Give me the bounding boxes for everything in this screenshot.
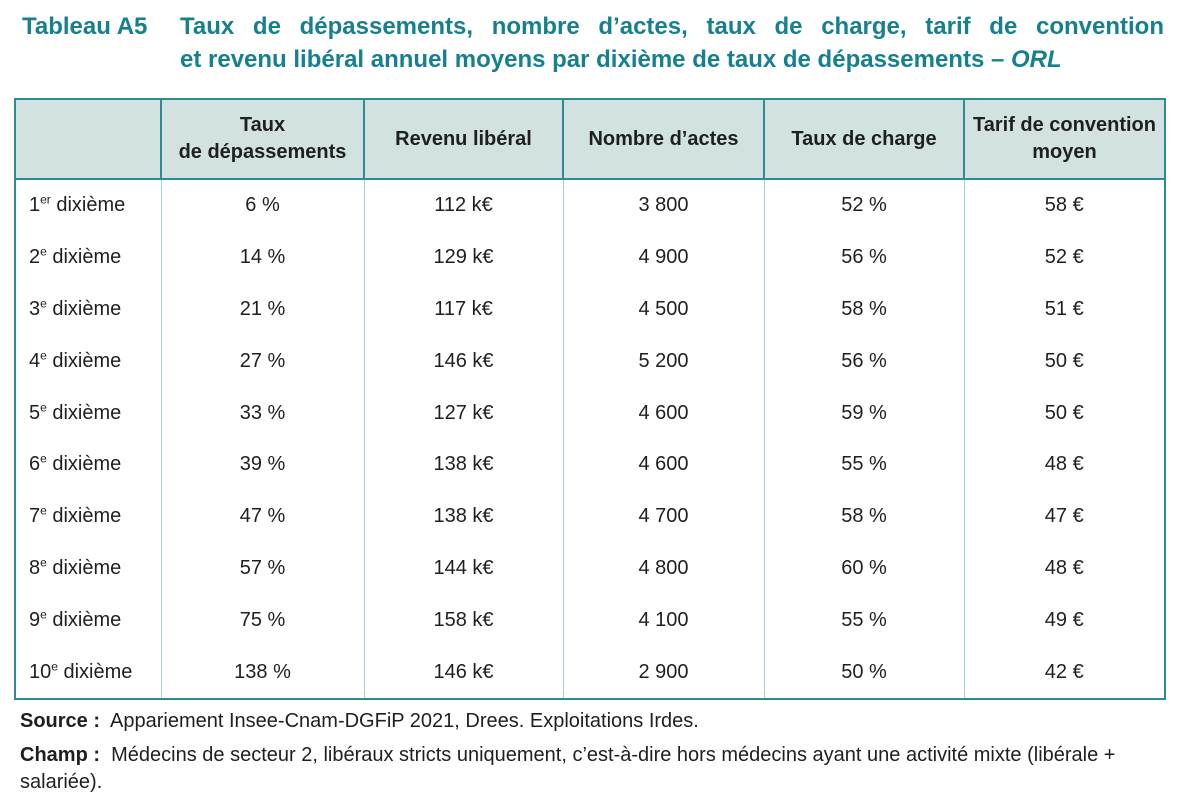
table-row (15, 491, 1165, 543)
ordinal-superscript: er (40, 192, 51, 207)
cell-taux-depassements: 75 % (161, 594, 364, 646)
cell-revenu-liberal: 146 k€ (364, 335, 563, 387)
table-row (15, 543, 1165, 595)
source-label: Source : (20, 709, 101, 732)
cell-tarif-convention: 49 € (964, 594, 1165, 646)
cell-taux-charge: 58 % (764, 284, 964, 336)
column-header-revenu-liberal: Revenu libéral (364, 99, 563, 179)
cell-revenu-liberal: 129 k€ (364, 232, 563, 284)
cell-taux-depassements: 14 % (161, 232, 364, 284)
champ-text: Médecins de secteur 2, libéraux stricts uniquement, c’est-à-dire hors médecins ayant une activité mixte (libérale + salariée). (20, 743, 1116, 793)
ordinal-superscript: e (40, 399, 47, 414)
table-row (15, 335, 1165, 387)
cell-tarif-convention: 48 € (964, 439, 1165, 491)
row-label: 4e dixième (15, 335, 161, 387)
cell-taux-charge: 55 % (764, 439, 964, 491)
ordinal-superscript: e (40, 607, 47, 622)
title-specialty: ORL (1011, 46, 1062, 73)
cell-tarif-convention: 51 € (964, 284, 1165, 336)
cell-taux-charge: 56 % (764, 335, 964, 387)
row-label: 6e dixième (15, 439, 161, 491)
cell-tarif-convention: 47 € (964, 491, 1165, 543)
cell-taux-depassements: 47 % (161, 491, 364, 543)
ordinal-superscript: e (40, 503, 47, 518)
cell-nombre-actes: 4 500 (563, 284, 764, 336)
champ-label: Champ : (20, 743, 100, 766)
table-number-label: Tableau A5 (22, 13, 148, 40)
cell-nombre-actes: 5 200 (563, 335, 764, 387)
title-line-2-text: et revenu libéral annuel moyens par dixième de taux de dépassements – (180, 46, 1011, 73)
cell-tarif-convention: 52 € (964, 232, 1165, 284)
ordinal-superscript: e (40, 244, 47, 259)
cell-tarif-convention: 58 € (964, 179, 1165, 232)
table-row (15, 594, 1165, 646)
cell-taux-charge: 59 % (764, 387, 964, 439)
source-note (20, 708, 1168, 735)
cell-nombre-actes: 4 100 (563, 594, 764, 646)
table-body (15, 179, 1165, 699)
cell-taux-charge: 56 % (764, 232, 964, 284)
cell-taux-depassements: 6 % (161, 179, 364, 232)
table-title (0, 10, 1195, 76)
row-label: 2e dixième (15, 232, 161, 284)
cell-nombre-actes: 4 800 (563, 543, 764, 595)
cell-nombre-actes: 3 800 (563, 179, 764, 232)
cell-taux-depassements: 57 % (161, 543, 364, 595)
column-header-tarif-convention: Tarif de convention moyen (964, 99, 1165, 179)
row-label: 10e dixième (15, 646, 161, 699)
table-row (15, 284, 1165, 336)
cell-nombre-actes: 4 600 (563, 387, 764, 439)
footer-notes (20, 708, 1168, 796)
ordinal-superscript: e (40, 296, 47, 311)
cell-tarif-convention: 42 € (964, 646, 1165, 699)
table-row (15, 439, 1165, 491)
cell-revenu-liberal: 127 k€ (364, 387, 563, 439)
cell-taux-depassements: 39 % (161, 439, 364, 491)
cell-taux-charge: 50 % (764, 646, 964, 699)
row-label: 7e dixième (15, 491, 161, 543)
cell-tarif-convention: 48 € (964, 543, 1165, 595)
cell-taux-charge: 60 % (764, 543, 964, 595)
table-row (15, 179, 1165, 232)
row-label: 1er dixième (15, 179, 161, 232)
ordinal-superscript: e (51, 658, 58, 673)
cell-revenu-liberal: 112 k€ (364, 179, 563, 232)
cell-taux-depassements: 138 % (161, 646, 364, 699)
row-label: 5e dixième (15, 387, 161, 439)
column-header-taux-depassements: Taux de dépassements (161, 99, 364, 179)
cell-tarif-convention: 50 € (964, 387, 1165, 439)
cell-tarif-convention: 50 € (964, 335, 1165, 387)
table-title-text (180, 10, 1164, 76)
table-header-row (15, 99, 1165, 179)
cell-nombre-actes: 4 600 (563, 439, 764, 491)
champ-note (20, 742, 1168, 796)
cell-revenu-liberal: 138 k€ (364, 491, 563, 543)
cell-taux-depassements: 27 % (161, 335, 364, 387)
cell-taux-depassements: 33 % (161, 387, 364, 439)
row-label: 3e dixième (15, 284, 161, 336)
column-header-row-name (15, 99, 161, 179)
column-header-taux-charge: Taux de charge (764, 99, 964, 179)
data-table (14, 98, 1166, 700)
title-line-2 (180, 43, 1164, 76)
ordinal-superscript: e (40, 451, 47, 466)
cell-taux-charge: 55 % (764, 594, 964, 646)
row-label: 8e dixième (15, 543, 161, 595)
column-header-nombre-actes: Nombre d’actes (563, 99, 764, 179)
table-row (15, 387, 1165, 439)
ordinal-superscript: e (40, 348, 47, 363)
cell-nombre-actes: 4 900 (563, 232, 764, 284)
cell-revenu-liberal: 138 k€ (364, 439, 563, 491)
ordinal-superscript: e (40, 555, 47, 570)
cell-revenu-liberal: 158 k€ (364, 594, 563, 646)
cell-taux-depassements: 21 % (161, 284, 364, 336)
cell-revenu-liberal: 117 k€ (364, 284, 563, 336)
cell-nombre-actes: 2 900 (563, 646, 764, 699)
table-row (15, 646, 1165, 699)
cell-revenu-liberal: 144 k€ (364, 543, 563, 595)
cell-taux-charge: 52 % (764, 179, 964, 232)
cell-taux-charge: 58 % (764, 491, 964, 543)
cell-revenu-liberal: 146 k€ (364, 646, 563, 699)
cell-nombre-actes: 4 700 (563, 491, 764, 543)
table-row (15, 232, 1165, 284)
source-text: Appariement Insee-Cnam-DGFiP 2021, Drees. Exploitations Irdes. (110, 709, 699, 732)
title-line-1: Taux de dépassements, nombre d’actes, taux de charge, tarif de convention (180, 13, 1164, 40)
row-label: 9e dixième (15, 594, 161, 646)
